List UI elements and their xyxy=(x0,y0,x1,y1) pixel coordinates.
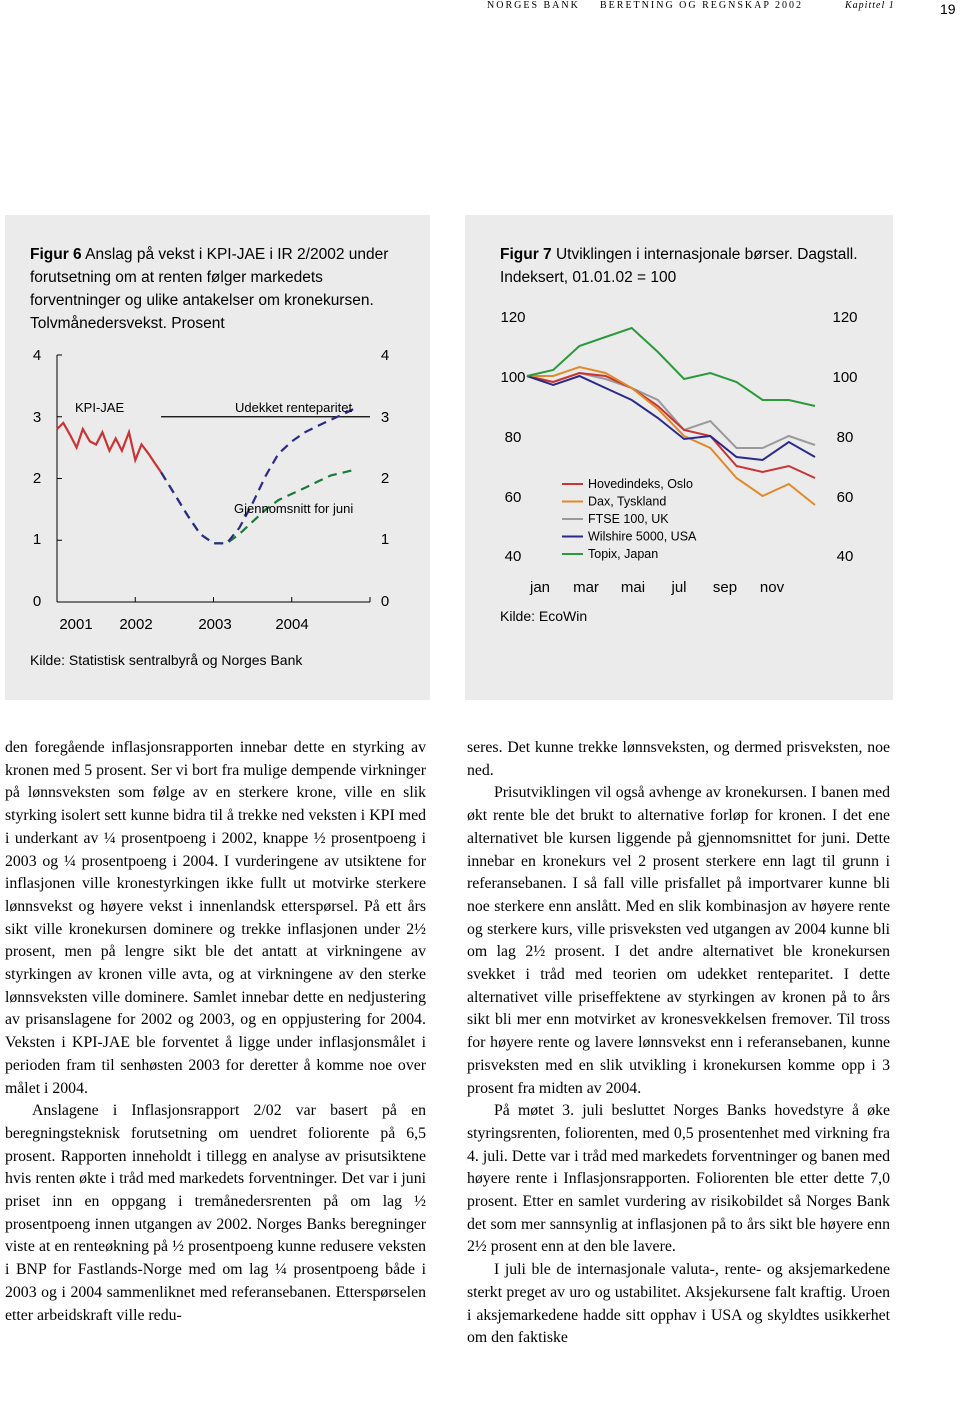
header-chapter: Kapittel 1 xyxy=(845,0,895,11)
figure-6-label: Figur 6 xyxy=(30,246,82,263)
figure-7-source: Kilde: EcoWin xyxy=(500,608,588,624)
paragraph: Anslagene i Inflasjonsrapport 2/02 var basert på en beregningsteknisk forutsetning om uendret foliorente på 6,5 prosent. Rapporten inneholdt i tillegg en analyse av prisutsiktene hvis renten økte i tråd med markedets forventninger. Det var i juni priset inn en oppgang i tremånedersrenten på om lag ½ prosentpoeng innen utgangen av 2002. Norges Banks beregninger viste at en renteøkning på ½ prosentpoeng kunne redusere veksten i BNP for Fastlands-Norge med om lag ¼ prosentpoeng både i 2003 og i 2004 sammenliknet med referansebanen. Etterspørselen etter arbeidskraft ville redu- xyxy=(5,1102,426,1324)
x-tick-label: jan xyxy=(529,579,551,596)
y-tick-right: 40 xyxy=(836,548,854,565)
figure-6-chart xyxy=(5,340,430,670)
y-tick-right: 3 xyxy=(380,409,390,426)
header-bank-name: NORGES BANK xyxy=(487,0,580,11)
paragraph: På møtet 3. juli besluttet Norges Banks hovedstyre å øke styringsrenten, foliorenten, med 0,5 prosentenhet med virkning fra 4. juli. Dette var i tråd med markedets forventninger og banen med høyere rente i Inflasjonsrapporten. Foliorenten ble etter dette 7,0 prosent. Etter en samlet vurdering av risikobildet så Norges Bank det som mer sannsynlig at inflasjonen på to års sikt ble høyere enn 2½ prosent enn at den ble lavere. xyxy=(467,1102,890,1256)
legend-label: Topix, Japan xyxy=(588,547,659,561)
series-label-june: Gjennomsnitt for juni xyxy=(234,501,354,516)
y-tick-left: 1 xyxy=(32,531,42,548)
text-column-right xyxy=(467,737,890,1350)
x-tick-label: mai xyxy=(620,579,646,596)
y-tick-left: 60 xyxy=(504,489,522,506)
figure-7-label: Figur 7 xyxy=(500,246,552,263)
y-tick-left: 80 xyxy=(504,429,522,446)
legend-label: FTSE 100, UK xyxy=(588,512,669,526)
y-tick-left: 120 xyxy=(500,309,526,326)
y-tick-right: 100 xyxy=(832,369,858,386)
y-tick-left: 3 xyxy=(32,409,42,426)
series-line-2 xyxy=(527,373,815,448)
series-line-4 xyxy=(527,328,815,406)
y-tick-right: 60 xyxy=(836,489,854,506)
x-tick-label: 2002 xyxy=(119,616,153,633)
figure-7-chart xyxy=(465,300,893,620)
y-tick-left: 40 xyxy=(504,548,522,565)
page-number: 19 xyxy=(940,1,956,17)
series-line-0 xyxy=(527,373,815,478)
x-tick-label: sep xyxy=(712,579,738,596)
y-tick-right: 80 xyxy=(836,429,854,446)
y-tick-right: 0 xyxy=(380,593,390,610)
series-label-kpi: KPI-JAE xyxy=(75,400,125,415)
x-tick-label: mar xyxy=(573,579,599,596)
legend-label: Dax, Tyskland xyxy=(588,494,667,509)
x-tick-label: jul xyxy=(671,579,687,596)
header-report-title: BERETNING OG REGNSKAP 2002 xyxy=(600,0,804,11)
y-tick-right: 2 xyxy=(380,470,390,487)
series-line-0 xyxy=(57,423,161,472)
figure-7-caption: Utviklingen i internasjonale børser. Dagstall. Indeksert, 01.01.02 = 100 xyxy=(500,246,858,286)
x-tick-label: 2003 xyxy=(198,616,232,633)
y-tick-left: 4 xyxy=(32,347,42,364)
figure-6-title xyxy=(30,243,410,335)
figure-6-panel xyxy=(5,215,430,700)
paragraph: seres. Det kunne trekke lønnsveksten, og dermed prisveksten, noe ned. xyxy=(467,739,890,779)
legend-label: Wilshire 5000, USA xyxy=(588,529,697,544)
y-tick-right: 4 xyxy=(380,347,390,364)
figure-6-source: Kilde: Statistisk sentralbyrå og Norges Bank xyxy=(30,652,303,668)
paragraph: Prisutviklingen vil også avhenge av kronekursen. I banen med økt rente ble det brukt to alternative forløp for kronen. I det ene alternativet ble kursen liggende på gjennomsnittet for juni. Dette innebar en kronekurs vel 2 prosent sterkere enn lagt til grunn i referansebanen. I så fall ville prisfallet på importvarer kunne bli noe sterkere enn anslått. Med en slik kombinasjon av høyere rente og sterkere kurs, ville prisveksten ved utgangen av 2004 kunne bli om lag 2½ prosent. I det andre alternativet ble kronekursen svekket i tråd med teorien om udekket renteparitet. I dette alternativet ville priseffektene av styrkingen av kronen på to års sikt bli mer enn motvirket av kronesvekkelsen fremover. Til tross for høyere rente og lavere lønnsvekst enn i referansebanen, kunne prisveksten med en slik utvikling i kronekursen komme opp i 3 prosent fra midten av 2004. xyxy=(467,784,890,1097)
legend-label: Hovedindeks, Oslo xyxy=(588,477,693,491)
figure-7-panel xyxy=(465,215,893,700)
y-tick-left: 100 xyxy=(500,369,526,386)
figure-6-caption: Anslag på vekst i KPI-JAE i IR 2/2002 under forutsetning om at renten følger markedets forventninger og ulike antakelser om kronekursen. Tolvmånedersvekst. Prosent xyxy=(30,246,389,332)
paragraph: I juli ble de internasjonale valuta-, rente- og aksjemarkedene sterkt preget av uro og ustabilitet. Aksjekursene falt kraftig. Uroen i aksjemarkedene hadde sitt opphav i USA og skyldtes usikkerhet om den faktiske xyxy=(467,1261,890,1347)
x-tick-label: nov xyxy=(759,579,785,596)
y-tick-right: 120 xyxy=(832,309,858,326)
text-column-left xyxy=(5,737,426,1327)
y-tick-right: 1 xyxy=(380,531,390,548)
y-tick-left: 0 xyxy=(32,593,42,610)
page-header xyxy=(0,0,960,24)
paragraph: den foregående inflasjonsrapporten innebar dette en styrking av kronen med 5 prosent. Ser vi bort fra mulige dempende virkninger på lønnsveksten som følge av en sterkere krone, ville en slik styrking isolert sett kunne bidra til å trekke ned veksten i KPI med i underkant av ¼ prosentpoeng i 2002, knappe ½ prosentpoeng i 2003 og ¼ prosentpoeng i 2004. I vurderingene av utsiktene for inflasjonen ville kronestyrkingen ikke fullt ut motvirke sterkere lønnsvekst og høyere vekst i innenlandsk etterspørsel. På ett års sikt ville kronekursen dominere og trekke inflasjonen under 2½ prosent, men på lengre sikt ble det antatt at virkningene av styrkingen av kronen ville avta, og at virkningene av den sterke lønnsveksten ville dominere. Samlet innebar dette en nedjustering av prisanslagene for 2002 og 2003, og en oppjustering for 2004. Veksten i KPI-JAE ble forventet å ligge under inflasjonsmålet i perioden fram til senhøsten 2003 for deretter å komme noe over målet i 2004. xyxy=(5,739,426,1097)
figure-7-title xyxy=(500,243,880,289)
x-tick-label: 2004 xyxy=(275,616,309,633)
series-line-2 xyxy=(161,408,357,544)
x-tick-label: 2001 xyxy=(59,616,93,633)
series-label-uip: Udekket renteparitet xyxy=(235,400,353,415)
y-tick-left: 2 xyxy=(32,470,42,487)
